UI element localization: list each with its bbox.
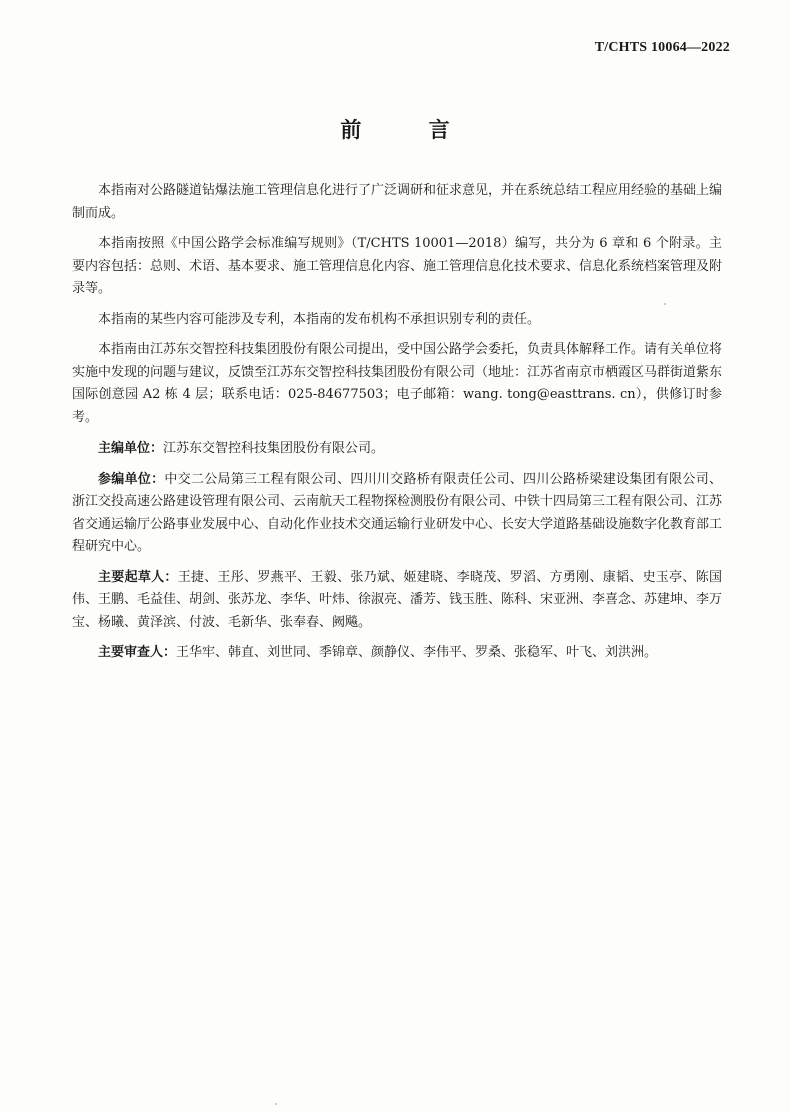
paragraph-structure: 本指南按照《中国公路学会标准编写规则》（T/CHTS 10001—2018）编写，共分为 6 章和 6 个附录。主要内容包括：总则、术语、基本要求、施工管理信息化内容、施工管理信息化技术要求、信息化系统档案管理及附录等。	[72, 236, 723, 296]
editor-unit	[72, 438, 722, 461]
participating-units-label: 参编单位：	[98, 471, 165, 487]
main-drafters-value: 王捷、王彤、罗燕平、王毅、张乃斌、姬建晓、李晓茂、罗滔、方勇刚、康韬、史玉亭、陈国伟、王鹏、毛益佳、胡剑、张苏龙、李华、叶炜、徐淑亮、潘芳、钱玉胜、陈科、宋亚洲、李喜念、苏建坤、李万宝、杨曦、黄泽滨、付波、毛新华、张奉春、阙飚。	[72, 569, 723, 630]
scan-speck	[664, 303, 666, 305]
paragraph-patent: 本指南的某些内容可能涉及专利，本指南的发布机构不承担识别专利的责任。	[98, 311, 541, 327]
main-reviewers	[72, 642, 722, 665]
standard-code: T/CHTS 10064—2022	[594, 40, 730, 55]
scan-speck	[275, 1103, 277, 1105]
main-reviewers-label: 主要审查人：	[98, 645, 177, 660]
editor-unit-value: 江苏东交智控科技集团股份有限公司。	[163, 441, 385, 456]
main-reviewers-value: 王华牢、韩直、刘世同、季锦章、颜静仪、李伟平、罗桑、张稳军、叶飞、刘洪洲。	[176, 645, 658, 660]
participating-units	[72, 469, 722, 559]
paragraph-intro: 本指南对公路隧道钻爆法施工管理信息化进行了广泛调研和征求意见，并在系统总结工程应用经验的基础上编制而成。	[72, 183, 723, 221]
foreword-body	[72, 180, 722, 673]
participating-units-value: 中交二公局第三工程有限公司、四川川交路桥有限责任公司、四川公路桥梁建设集团有限公司、浙江交投高速公路建设管理有限公司、云南航天工程物探检测股份有限公司、中铁十四局第三工程有限公司、江苏省交通运输厅公路事业发展中心、自动化作业技术交通运输行业研发中心、长安大学道路基础设施数字化教育部工程研究中心。	[72, 471, 723, 554]
page-title: 前 言	[340, 118, 480, 142]
main-drafters	[72, 567, 722, 635]
main-drafters-label: 主要起草人：	[98, 569, 178, 585]
editor-unit-label: 主编单位：	[98, 441, 164, 456]
paragraph-contact: 本指南由江苏东交智控科技集团股份有限公司提出，受中国公路学会委托，负责具体解释工作。请有关单位将实施中发现的问题与建议，反馈至江苏东交智控科技集团股份有限公司（地址：江苏省南京市栖霞区马群街道紫东国际创意园 A2 栋 4 层；联系电话：025-84677503；电子邮箱：wang. tong@easttrans. cn），供修订时参考。	[72, 342, 723, 425]
